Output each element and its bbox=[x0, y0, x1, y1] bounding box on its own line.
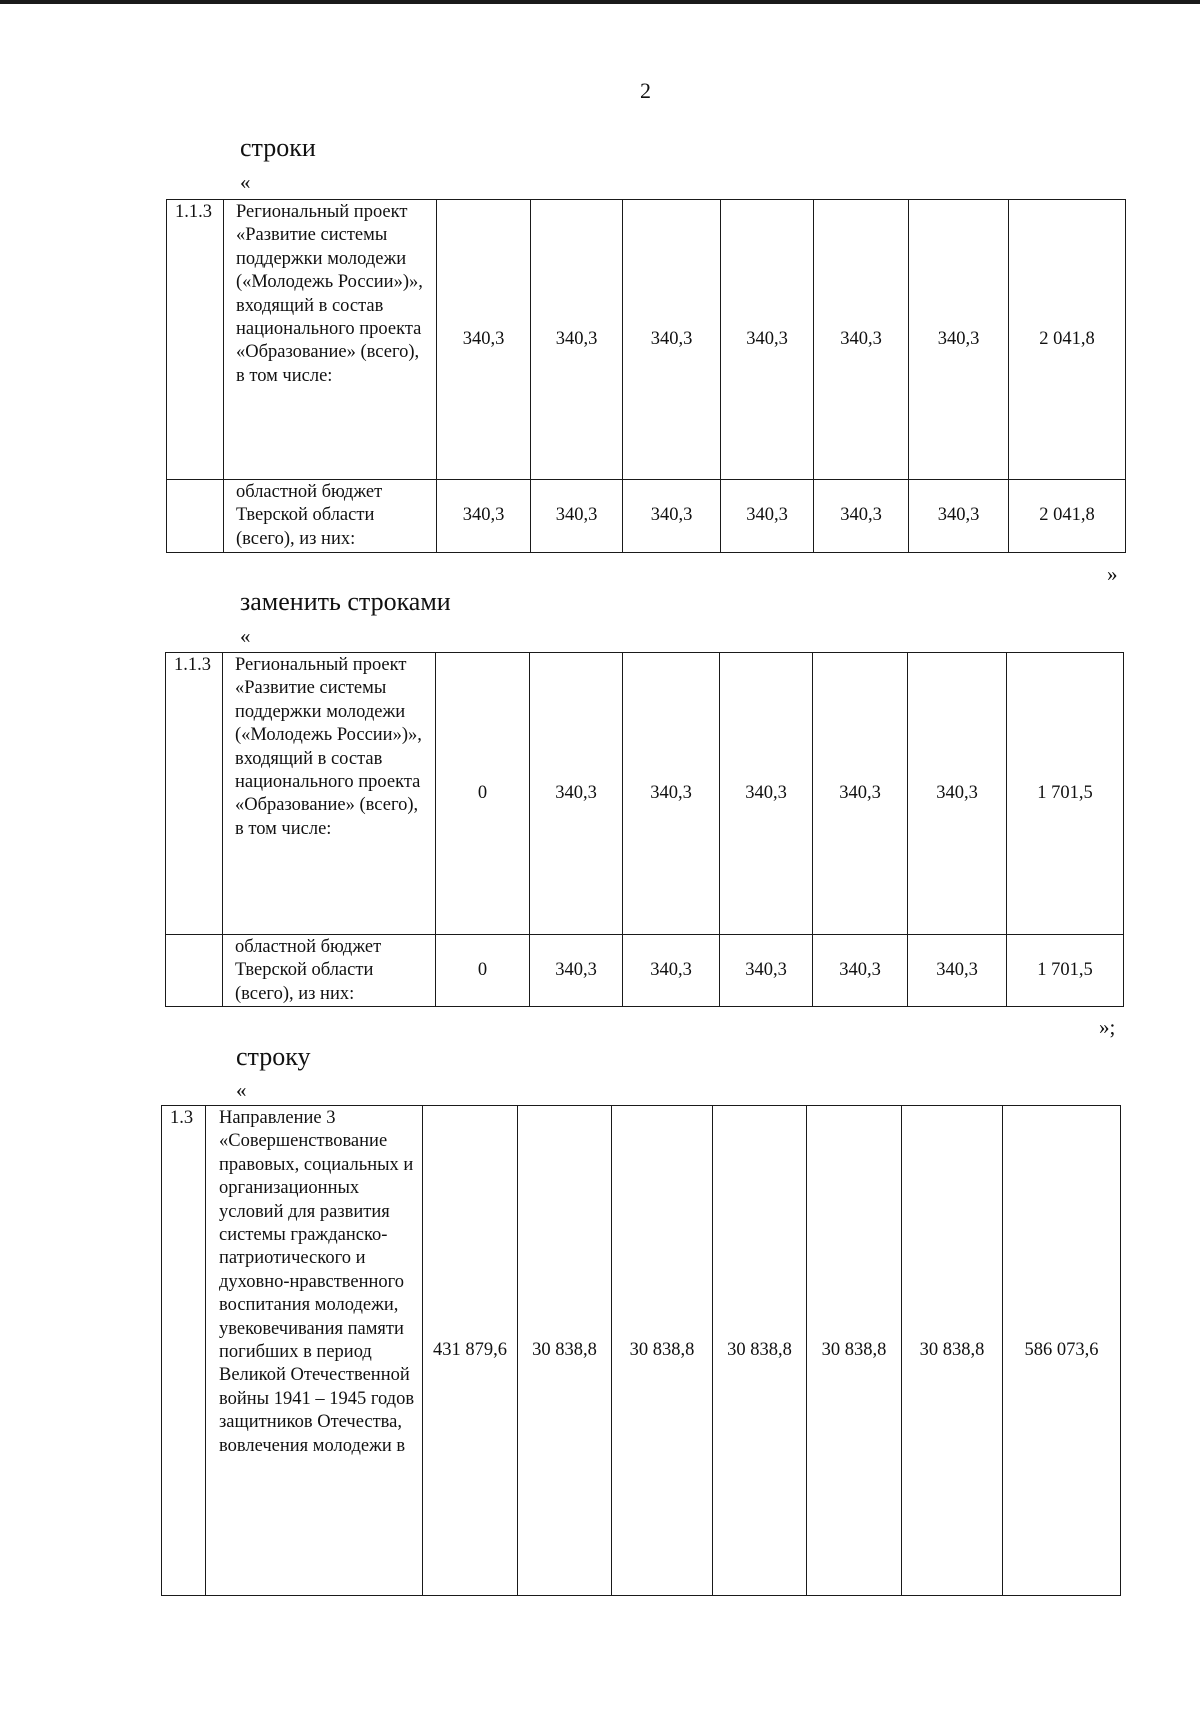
value-cell: 30 838,8 bbox=[612, 1106, 713, 1596]
value-cell: 340,3 bbox=[814, 480, 909, 553]
value-cell: 340,3 bbox=[813, 935, 908, 1007]
row-number bbox=[167, 480, 224, 553]
row-description: областной бюджет Тверской области (всего), из них: bbox=[224, 480, 437, 553]
row-number: 1.3 bbox=[162, 1106, 206, 1596]
total-cell: 1 701,5 bbox=[1007, 653, 1124, 935]
table-row bbox=[167, 480, 1126, 553]
table-row bbox=[162, 1106, 1121, 1596]
value-cell: 340,3 bbox=[909, 480, 1009, 553]
total-cell: 2 041,8 bbox=[1009, 480, 1126, 553]
value-cell: 340,3 bbox=[530, 653, 623, 935]
section-heading-1: строки bbox=[240, 133, 316, 162]
value-cell: 340,3 bbox=[437, 480, 531, 553]
row-description: Направление 3 «Совершенствование правовых, социальных и организационных условий для развития системы гражданско-патриотического и духовно-нравственного воспитания молодежи, увековечивания памяти погибших в период Великой Отечественной войны 1941 – 1945 годов защитников Отечества, вовлечения молодежи в bbox=[206, 1106, 423, 1596]
table-row bbox=[166, 653, 1124, 935]
value-cell: 340,3 bbox=[813, 653, 908, 935]
value-cell: 340,3 bbox=[721, 480, 814, 553]
value-cell: 340,3 bbox=[531, 480, 623, 553]
value-cell: 30 838,8 bbox=[807, 1106, 902, 1596]
value-cell: 431 879,6 bbox=[423, 1106, 518, 1596]
value-cell: 340,3 bbox=[814, 200, 909, 480]
open-quote-2: « bbox=[240, 624, 251, 648]
value-cell: 0 bbox=[436, 935, 530, 1007]
section-heading-3: строку bbox=[236, 1042, 311, 1071]
open-quote-1: « bbox=[240, 170, 251, 194]
total-cell: 586 073,6 bbox=[1003, 1106, 1121, 1596]
value-cell: 340,3 bbox=[909, 200, 1009, 480]
value-cell: 30 838,8 bbox=[518, 1106, 612, 1596]
section-heading-2: заменить строками bbox=[240, 587, 451, 616]
value-cell: 30 838,8 bbox=[902, 1106, 1003, 1596]
row-number bbox=[166, 935, 223, 1007]
table-row bbox=[167, 200, 1126, 480]
table-3 bbox=[161, 1105, 1121, 1596]
value-cell: 340,3 bbox=[530, 935, 623, 1007]
table-2 bbox=[165, 652, 1124, 1007]
table-1 bbox=[166, 199, 1126, 553]
row-number: 1.1.3 bbox=[167, 200, 224, 480]
page-top-edge bbox=[0, 0, 1200, 4]
value-cell: 340,3 bbox=[720, 935, 813, 1007]
total-cell: 2 041,8 bbox=[1009, 200, 1126, 480]
table-row bbox=[166, 935, 1124, 1007]
row-description: Региональный проект «Развитие системы поддержки молодежи («Молодежь России»)», входящий в состав национального проекта «Образование» (всего), в том числе: bbox=[224, 200, 437, 480]
page-number: 2 bbox=[640, 78, 651, 103]
row-description: областной бюджет Тверской области (всего), из них: bbox=[223, 935, 436, 1007]
value-cell: 340,3 bbox=[623, 200, 721, 480]
value-cell: 340,3 bbox=[531, 200, 623, 480]
value-cell: 0 bbox=[436, 653, 530, 935]
value-cell: 340,3 bbox=[720, 653, 813, 935]
value-cell: 30 838,8 bbox=[713, 1106, 807, 1596]
value-cell: 340,3 bbox=[623, 653, 720, 935]
value-cell: 340,3 bbox=[623, 935, 720, 1007]
close-quote-2: »; bbox=[1099, 1015, 1116, 1039]
value-cell: 340,3 bbox=[908, 935, 1007, 1007]
close-quote-1: » bbox=[1107, 562, 1118, 586]
value-cell: 340,3 bbox=[721, 200, 814, 480]
row-number: 1.1.3 bbox=[166, 653, 223, 935]
row-description: Региональный проект «Развитие системы поддержки молодежи («Молодежь России»)», входящий в состав национального проекта «Образование» (всего), в том числе: bbox=[223, 653, 436, 935]
value-cell: 340,3 bbox=[908, 653, 1007, 935]
total-cell: 1 701,5 bbox=[1007, 935, 1124, 1007]
value-cell: 340,3 bbox=[437, 200, 531, 480]
open-quote-3: « bbox=[236, 1078, 247, 1102]
value-cell: 340,3 bbox=[623, 480, 721, 553]
